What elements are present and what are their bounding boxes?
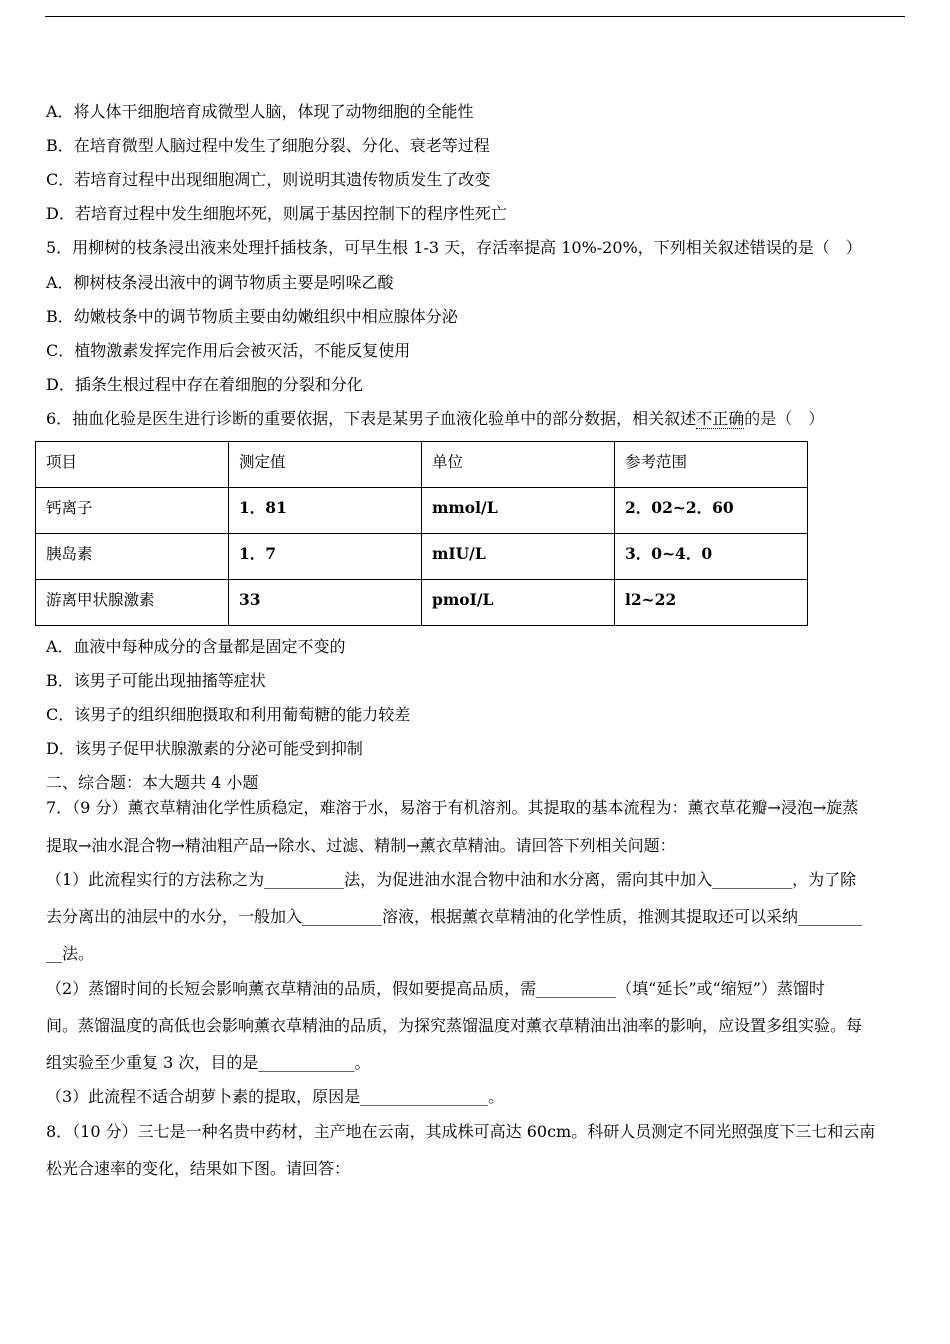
table-row: [36, 534, 808, 580]
table-header-cell: 项目: [36, 442, 229, 488]
header-rule: [45, 16, 905, 17]
q4-option-a: A．将人体干细胞培育成微型人脑，体现了动物细胞的全能性: [46, 102, 474, 121]
q7-line-1: 7．（9 分）薰衣草精油化学性质稳定，难溶于水，易溶于有机溶剂。其提取的基本流程为：薰衣草花瓣→浸泡→旋蒸: [46, 798, 859, 817]
q5-option-a: A．柳树枝条浸出液中的调节物质主要是吲哚乙酸: [46, 273, 394, 292]
table-cell: 33: [229, 580, 422, 626]
q7-part1-line-3: __法。: [46, 944, 95, 963]
q6-option-b: B．该男子可能出现抽搐等症状: [46, 671, 266, 690]
table-cell: mmol/L: [422, 488, 615, 534]
q5-option-d: D．插条生根过程中存在着细胞的分裂和分化: [46, 375, 363, 394]
q7-line-2: 提取→油水混合物→精油粗产品→除水、过滤、精制→薰衣草精油。请回答下列相关问题：: [46, 836, 676, 855]
table-cell: 钙离子: [36, 488, 229, 534]
q5-stem: 5．用柳树的枝条浸出液来处理扦插枝条，可早生根 1-3 天，存活率提高 10%-20%，下列相关叙述错误的是（ ）: [46, 238, 862, 257]
blood-test-table: [35, 441, 808, 626]
table-cell: 1．7: [229, 534, 422, 580]
table-row: [36, 488, 808, 534]
table-header-row: [36, 442, 808, 488]
q7-part1-line-1: （1）此流程实行的方法称之为__________法，为促进油水混合物中油和水分离，需向其中加入__________，为了除: [46, 870, 857, 889]
q4-option-c: C．若培育过程中出现细胞凋亡，则说明其遗传物质发生了改变: [46, 170, 491, 189]
section-2-title: 二、综合题：本大题共 4 小题: [46, 773, 259, 792]
table-cell: 游离甲状腺激素: [36, 580, 229, 626]
q6-option-a: A．血液中每种成分的含量都是固定不变的: [46, 637, 346, 656]
table-cell: l2~22: [615, 580, 808, 626]
table-header-cell: 单位: [422, 442, 615, 488]
q8-line-1: 8．（10 分）三七是一种名贵中药材，主产地在云南，其成株可高达 60cm。科研人员测定不同光照强度下三七和云南: [46, 1122, 876, 1141]
q6-stem-after: 的是（ ）: [744, 409, 825, 428]
q6-stem: [46, 409, 824, 429]
q5-option-b: B．幼嫩枝条中的调节物质主要由幼嫩组织中相应腺体分泌: [46, 307, 458, 326]
table-cell: 1．81: [229, 488, 422, 534]
q7-part3-line-1: （3）此流程不适合胡萝卜素的提取，原因是________________。: [46, 1087, 505, 1106]
table-cell: mIU/L: [422, 534, 615, 580]
q5-option-c: C．植物激素发挥完作用后会被灭活，不能反复使用: [46, 341, 411, 360]
q8-line-2: 松光合速率的变化，结果如下图。请回答：: [46, 1159, 351, 1178]
q7-part2-line-2: 间。蒸馏温度的高低也会影响薰衣草精油的品质，为探究蒸馏温度对薰衣草精油出油率的影响，应设置多组实验。每: [46, 1016, 863, 1035]
q6-stem-emphasis: 不正确: [696, 409, 745, 428]
table-cell: 2．02~2．60: [615, 488, 808, 534]
q6-option-c: C．该男子的组织细胞摄取和利用葡萄糖的能力较差: [46, 705, 411, 724]
table-cell: 3．0~4．0: [615, 534, 808, 580]
q7-part2-line-3: 组实验至少重复 3 次，目的是____________。: [46, 1053, 371, 1072]
q6-stem-before: 6．抽血化验是医生进行诊断的重要依据，下表是某男子血液化验单中的部分数据，相关叙述: [46, 409, 697, 428]
table-header-cell: 参考范围: [615, 442, 808, 488]
table-row: [36, 580, 808, 626]
q7-part1-line-2: 去分离出的油层中的水分，一般加入__________溶液，根据薰衣草精油的化学性质，推测其提取还可以采纳________: [46, 907, 863, 926]
table-cell: 胰岛素: [36, 534, 229, 580]
table-cell: pmoI/L: [422, 580, 615, 626]
q6-option-d: D．该男子促甲状腺激素的分泌可能受到抑制: [46, 739, 363, 758]
table-header-cell: 测定值: [229, 442, 422, 488]
q4-option-d: D．若培育过程中发生细胞坏死，则属于基因控制下的程序性死亡: [46, 204, 507, 223]
q7-part2-line-1: （2）蒸馏时间的长短会影响薰衣草精油的品质，假如要提高品质，需__________（填“延长”或“缩短”）蒸馏时: [46, 979, 825, 998]
q4-option-b: B．在培育微型人脑过程中发生了细胞分裂、分化、衰老等过程: [46, 136, 490, 155]
